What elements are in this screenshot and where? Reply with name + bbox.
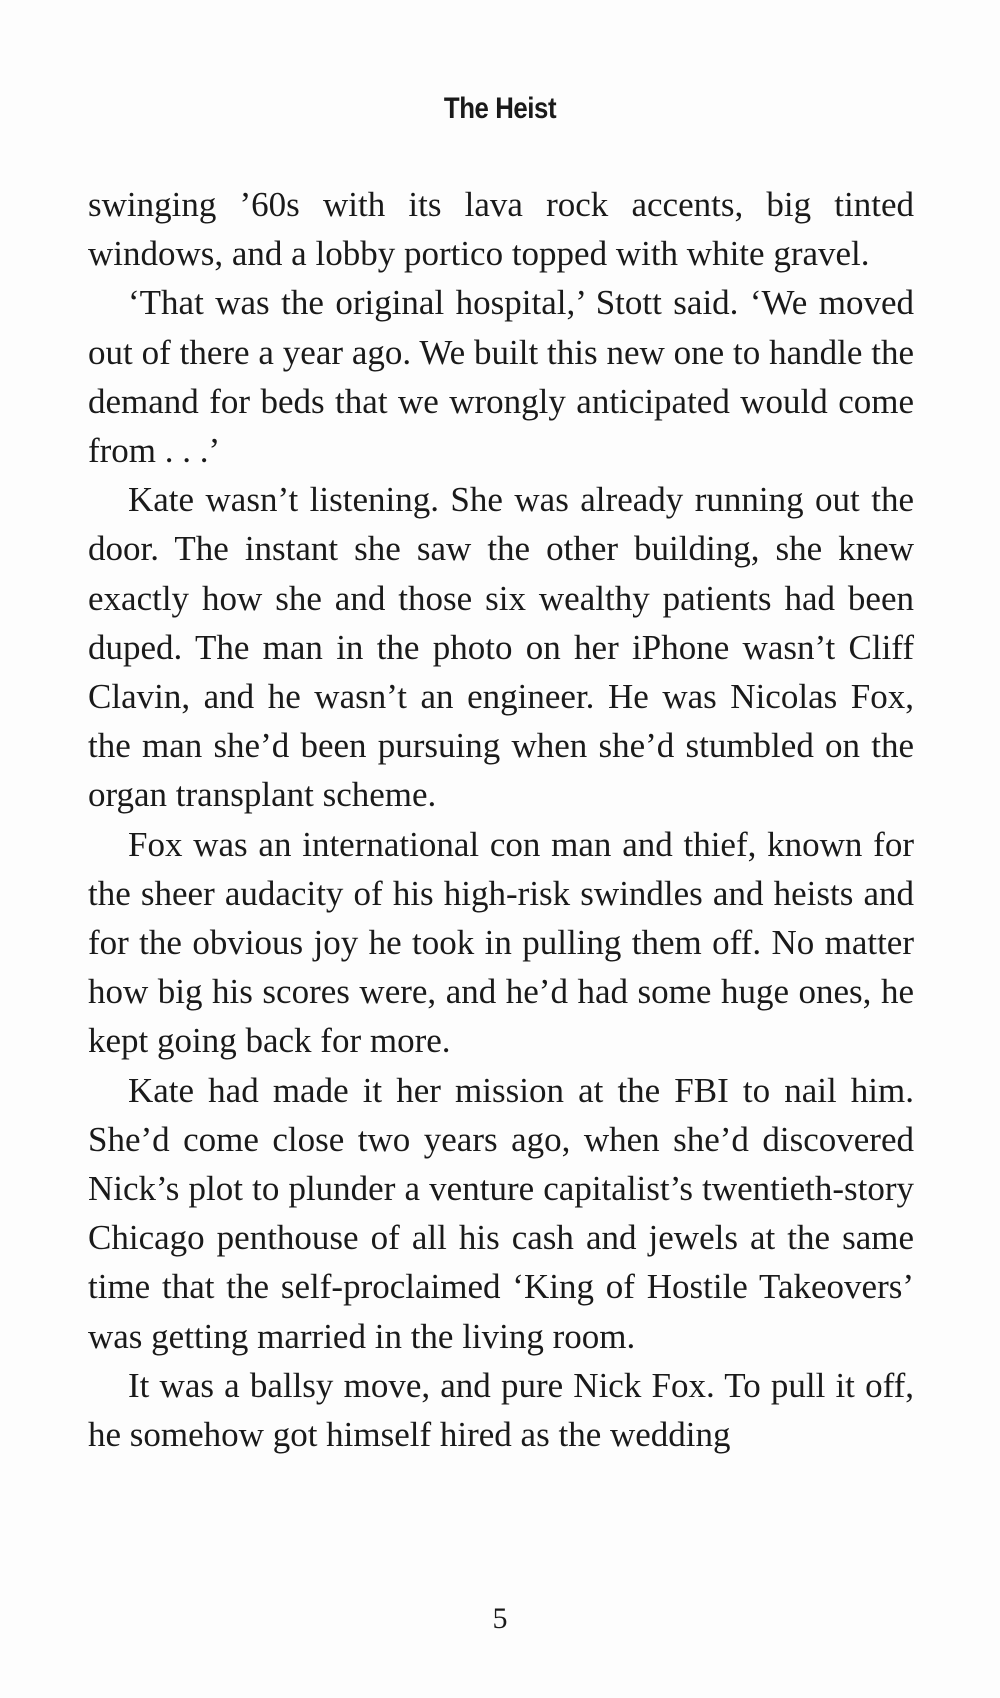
paragraph-3: Kate wasn’t listening. She was already running out the door. The instant she saw the other building, she knew exactly how she and those six wealthy patients had been duped. The man in the photo on her iPhone wasn’t Cliff Clavin, and he wasn’t an engineer. He was Nicolas Fox, the man she’d been pursuing when she’d stumbled on the organ transplant scheme. — [88, 480, 914, 815]
paragraph-1: swinging ’60s with its lava rock accents, big tinted windows, and a lobby portico topped with white gravel. — [88, 185, 914, 274]
page-number: 5 — [492, 1602, 508, 1635]
paragraph-6: It was a ballsy move, and pure Nick Fox. To pull it off, he somehow got himself hired as the wedding — [88, 1365, 914, 1455]
paragraph-5: Kate had made it her mission at the FBI to nail him. She’d come close two years ago, when she’d discovered Nick’s plot to plunder a venture capitalist’s twentieth-story Chicago penthouse of all his cash and jewels at the same time that the self-proclaimed ‘King of Hostile Takeovers’ was getting married in the living room. — [88, 1070, 914, 1356]
paragraph-4: Fox was an international con man and thief, known for the sheer audacity of his high-risk swindles and heists and for the obvious joy he took in pulling them off. No matter how big his scores were, and he’d had some huge ones, he kept going back for more. — [88, 824, 914, 1061]
paragraph-2: ‘That was the original hospital,’ Stott said. ‘We moved out of there a year ago. We built this new one to handle the demand for beds that we wrongly anticipated would come from . . .’ — [88, 283, 914, 471]
body-text — [88, 180, 914, 1459]
running-head: The Heist — [443, 92, 557, 125]
